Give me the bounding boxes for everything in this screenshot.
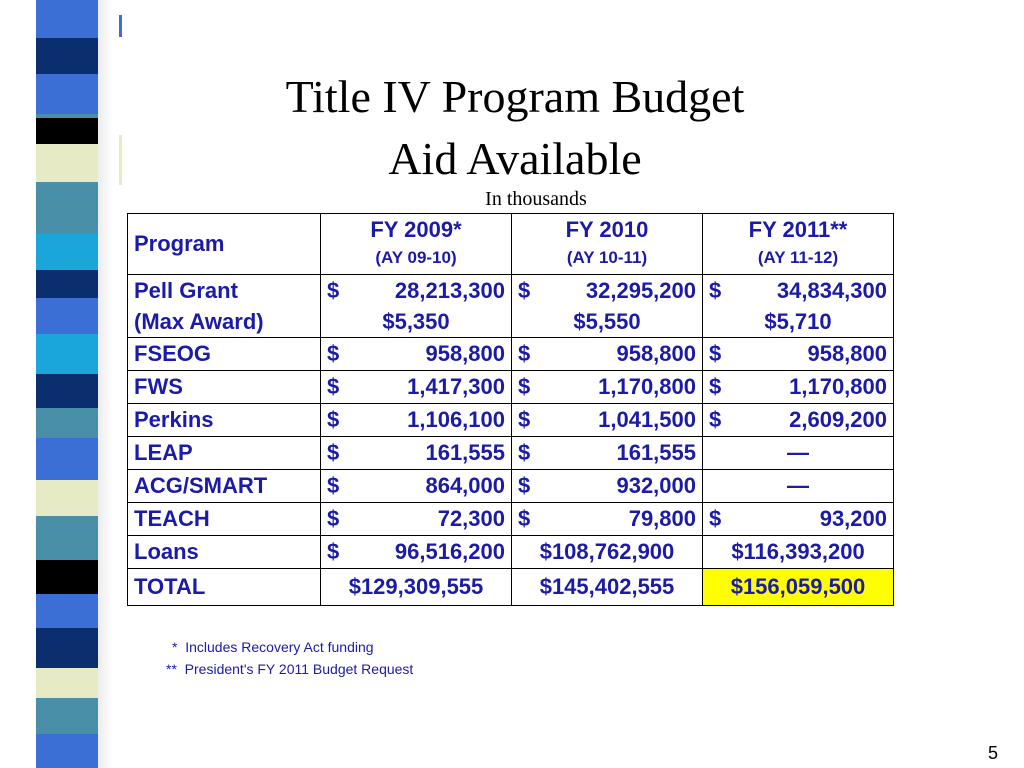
amount: 864,000 xyxy=(425,473,505,498)
money-value xyxy=(518,275,696,306)
currency-symbol: $ xyxy=(709,374,722,399)
table-row xyxy=(128,371,894,404)
amount: 1,170,800 xyxy=(789,374,887,399)
currency-symbol: $ xyxy=(709,506,722,531)
currency-symbol: $ xyxy=(518,407,531,432)
stripe xyxy=(36,734,98,768)
row-value xyxy=(512,536,703,569)
amount: 34,834,300 xyxy=(776,278,887,303)
money-value xyxy=(327,341,505,367)
row-value xyxy=(321,536,512,569)
currency-symbol: $ xyxy=(518,440,531,465)
currency-symbol: $ xyxy=(327,506,340,531)
money-value xyxy=(518,473,696,499)
row-value xyxy=(703,371,894,404)
row-value xyxy=(703,437,894,470)
stripe xyxy=(36,480,98,516)
table-body xyxy=(128,338,894,569)
amount: 2,609,200 xyxy=(789,407,887,432)
amount: 932,000 xyxy=(616,473,696,498)
currency-symbol: $ xyxy=(518,341,531,366)
stripe xyxy=(36,38,98,74)
stripe-shadow xyxy=(98,0,112,768)
table-row-pell xyxy=(128,275,894,338)
total-value: $129,309,555 xyxy=(321,569,512,606)
amount: 32,295,200 xyxy=(585,278,696,303)
row-program: Perkins xyxy=(128,404,321,437)
money-value xyxy=(518,341,696,367)
money-value xyxy=(518,440,696,466)
amount: 96,516,200 xyxy=(394,539,505,564)
program-sublabel: (Max Award) xyxy=(134,309,264,334)
slide-subtitle: In thousands xyxy=(485,188,587,210)
stripe xyxy=(36,438,98,480)
max-award: $5,350 xyxy=(382,309,450,334)
money-value xyxy=(518,374,696,400)
row-program: TEACH xyxy=(128,503,321,536)
money-value xyxy=(709,374,887,400)
row-program xyxy=(128,275,321,338)
amount: 958,800 xyxy=(616,341,696,366)
stripe xyxy=(36,0,98,38)
row-value xyxy=(512,404,703,437)
amount: 72,300 xyxy=(437,506,505,531)
row-program: FSEOG xyxy=(128,338,321,371)
pell-cell xyxy=(512,275,703,338)
row-program: FWS xyxy=(128,371,321,404)
amount: 161,555 xyxy=(616,440,696,465)
amount: 1,106,100 xyxy=(407,407,505,432)
currency-symbol: $ xyxy=(709,278,722,303)
currency-symbol: $ xyxy=(327,374,340,399)
row-value xyxy=(703,536,894,569)
decorative-stripes xyxy=(36,0,98,768)
program-label: Pell Grant xyxy=(134,278,238,303)
stripe xyxy=(36,698,98,734)
total-value-highlighted: $156,059,500 xyxy=(703,569,894,606)
row-value xyxy=(512,437,703,470)
total-value: $145,402,555 xyxy=(512,569,703,606)
amount: $108,762,900 xyxy=(539,539,675,564)
stripe xyxy=(36,234,98,270)
table-row xyxy=(128,536,894,569)
header-fy-label: FY 2010 xyxy=(565,217,649,242)
amount: 1,417,300 xyxy=(407,374,505,399)
row-value xyxy=(512,371,703,404)
accent-tick xyxy=(119,15,122,37)
money-value xyxy=(327,473,505,499)
table-row-total xyxy=(128,569,894,606)
table-row xyxy=(128,338,894,371)
amount: 1,041,500 xyxy=(598,407,696,432)
money-value xyxy=(518,506,696,532)
slide-title-line2: Aid Available xyxy=(388,133,642,184)
footnote-presidents-budget: ** President's FY 2011 Budget Request xyxy=(166,661,414,677)
amount: 28,213,300 xyxy=(394,278,505,303)
row-program: ACG/SMART xyxy=(128,470,321,503)
table-row xyxy=(128,503,894,536)
currency-symbol: $ xyxy=(518,473,531,498)
table-row xyxy=(128,470,894,503)
currency-symbol: $ xyxy=(709,407,722,432)
row-program: LEAP xyxy=(128,437,321,470)
row-value xyxy=(703,470,894,503)
row-value xyxy=(321,404,512,437)
header-fy2011 xyxy=(703,214,894,275)
row-value xyxy=(321,338,512,371)
row-program: Loans xyxy=(128,536,321,569)
table-row xyxy=(128,404,894,437)
page-number: 5 xyxy=(987,743,998,763)
header-fy2010 xyxy=(512,214,703,275)
stripe xyxy=(36,270,98,298)
amount: $116,393,200 xyxy=(731,539,865,564)
slide-title-line1: Title IV Program Budget xyxy=(285,71,745,122)
budget-table xyxy=(127,213,894,606)
money-value xyxy=(327,275,505,306)
row-program: TOTAL xyxy=(128,569,321,606)
footnote-recovery-act: * Includes Recovery Act funding xyxy=(172,639,374,655)
header-fy-label: FY 2011** xyxy=(748,217,848,242)
max-award: $5,550 xyxy=(573,309,641,334)
accent-tick xyxy=(119,135,122,185)
amount: 161,555 xyxy=(425,440,505,465)
currency-symbol: $ xyxy=(327,440,340,465)
amount: — xyxy=(787,473,809,498)
pell-cell xyxy=(703,275,894,338)
amount: 79,800 xyxy=(628,506,696,531)
money-value xyxy=(327,539,505,565)
amount: 93,200 xyxy=(819,506,887,531)
max-award: $5,710 xyxy=(764,309,832,334)
currency-symbol: $ xyxy=(327,341,340,366)
header-ay-label: (AY 09-10) xyxy=(375,248,457,267)
money-value xyxy=(709,275,887,306)
stripe xyxy=(36,374,98,408)
row-value xyxy=(703,404,894,437)
row-value xyxy=(512,503,703,536)
currency-symbol: $ xyxy=(327,278,340,303)
currency-symbol: $ xyxy=(518,506,531,531)
stripe xyxy=(36,560,98,594)
amount: 958,800 xyxy=(807,341,887,366)
money-value xyxy=(709,407,887,433)
stripe xyxy=(36,334,98,374)
money-value xyxy=(327,440,505,466)
stripe xyxy=(36,182,98,234)
amount: 958,800 xyxy=(425,341,505,366)
header-program: Program xyxy=(128,214,321,275)
money-value xyxy=(709,341,887,367)
header-ay-label: (AY 11-12) xyxy=(757,248,839,267)
row-value xyxy=(321,437,512,470)
amount: 1,170,800 xyxy=(598,374,696,399)
row-value xyxy=(512,470,703,503)
row-value xyxy=(512,338,703,371)
row-value xyxy=(321,503,512,536)
currency-symbol: $ xyxy=(518,278,531,303)
header-ay-label: (AY 10-11) xyxy=(566,248,648,267)
table-row xyxy=(128,437,894,470)
stripe xyxy=(36,298,98,334)
stripe xyxy=(36,408,98,438)
stripe xyxy=(36,594,98,628)
currency-symbol: $ xyxy=(327,407,340,432)
money-value xyxy=(709,506,887,532)
money-value xyxy=(518,407,696,433)
pell-cell xyxy=(321,275,512,338)
stripe xyxy=(36,144,98,182)
header-fy2009 xyxy=(321,214,512,275)
row-value xyxy=(321,470,512,503)
stripe xyxy=(36,628,98,668)
row-value xyxy=(321,371,512,404)
row-value xyxy=(703,503,894,536)
money-value xyxy=(327,374,505,400)
currency-symbol: $ xyxy=(518,374,531,399)
currency-symbol: $ xyxy=(327,539,340,564)
table-header-row xyxy=(128,214,894,275)
header-fy-label: FY 2009* xyxy=(370,217,462,242)
money-value xyxy=(327,407,505,433)
currency-symbol: $ xyxy=(327,473,340,498)
currency-symbol: $ xyxy=(709,341,722,366)
stripe xyxy=(36,668,98,698)
money-value xyxy=(327,506,505,532)
stripe xyxy=(36,74,98,114)
row-value xyxy=(703,338,894,371)
stripe xyxy=(36,516,98,560)
stripe xyxy=(36,118,98,144)
amount: — xyxy=(787,440,809,465)
